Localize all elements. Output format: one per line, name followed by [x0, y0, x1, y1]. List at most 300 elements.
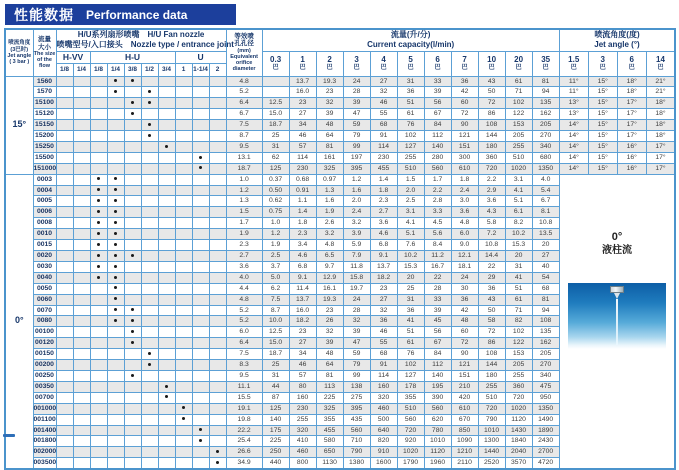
nozzle-availability-cell	[209, 185, 226, 196]
capacity-cell: 8.4	[424, 240, 451, 251]
nozzle-availability-cell	[158, 392, 175, 403]
connection-header-1/4: 1/4	[73, 63, 90, 76]
nozzle-availability-cell	[56, 207, 73, 218]
col-header-orifice: 等效喷 孔孔径 (mm) Equivalent orifice diameter	[226, 29, 262, 76]
orifice-cell: 7.5	[226, 120, 262, 131]
nozzle-availability-cell	[209, 316, 226, 327]
capacity-cell: 6.2	[262, 283, 289, 294]
nozzle-availability-cell	[124, 240, 141, 251]
nozzle-availability-cell	[56, 283, 73, 294]
capacity-cell: 510	[397, 403, 424, 414]
nozzle-availability-cell	[175, 338, 192, 349]
nozzle-availability-cell	[192, 392, 209, 403]
capacity-cell: 39	[424, 87, 451, 98]
capacity-cell: 6.1	[505, 207, 532, 218]
nozzle-availability-cell	[192, 360, 209, 371]
capacity-cell: 25	[397, 283, 424, 294]
capacity-cell: 46	[370, 98, 397, 109]
capacity-cell: 29	[478, 272, 505, 283]
nozzle-availability-cell	[124, 131, 141, 142]
capacity-cell: 1210	[451, 447, 478, 458]
nozzle-availability-cell	[124, 218, 141, 229]
flow-code-cell: 00250	[33, 370, 56, 381]
capacity-cell: 87	[262, 392, 289, 403]
capacity-cell: 24	[343, 76, 370, 87]
capacity-cell: 560	[424, 163, 451, 174]
capacity-cell: 135	[532, 98, 559, 109]
nozzle-availability-cell	[209, 425, 226, 436]
capacity-cell: 99	[343, 370, 370, 381]
capacity-cell: 8.2	[505, 218, 532, 229]
jet-angle-cell: 17°	[646, 141, 675, 152]
capacity-cell: 51	[505, 283, 532, 294]
orifice-cell: 13.1	[226, 152, 262, 163]
capacity-cell: 18.1	[451, 261, 478, 272]
capacity-cell: 14.4	[478, 251, 505, 262]
capacity-cell: 720	[397, 425, 424, 436]
capacity-cell: 3.2	[343, 218, 370, 229]
jet-angle-cell: 14°	[559, 163, 588, 174]
flow-code-cell: 00150	[33, 349, 56, 360]
capacity-cell: 32	[370, 87, 397, 98]
capacity-cell: 19.3	[316, 294, 343, 305]
nozzle-availability-cell	[209, 414, 226, 425]
availability-dot	[148, 363, 151, 366]
nozzle-availability-cell	[209, 349, 226, 360]
nozzle-availability-cell	[56, 305, 73, 316]
jet-angle-cell: 18°	[617, 76, 646, 87]
nozzle-availability-cell	[192, 131, 209, 142]
capacity-cell: 710	[343, 436, 370, 447]
nozzle-availability-cell	[209, 261, 226, 272]
capacity-cell: 1.3	[316, 185, 343, 196]
nozzle-availability-cell	[56, 174, 73, 185]
capacity-cell: 42	[451, 305, 478, 316]
capacity-cell: 160	[289, 392, 316, 403]
flow-code-cell: 00120	[33, 338, 56, 349]
nozzle-availability-cell	[56, 458, 73, 469]
capacity-cell: 122	[505, 109, 532, 120]
capacity-cell: 300	[451, 152, 478, 163]
capacity-cell: 18.2	[370, 272, 397, 283]
availability-dot	[114, 199, 117, 202]
capacity-cell: 610	[451, 163, 478, 174]
availability-dot	[131, 319, 134, 322]
nozzle-availability-cell	[192, 87, 209, 98]
nozzle-availability-cell	[90, 381, 107, 392]
pressure-header-6	[424, 51, 451, 76]
capacity-cell: 7.6	[397, 240, 424, 251]
availability-dot	[182, 406, 185, 409]
nozzle-availability-cell	[209, 120, 226, 131]
capacity-cell: 3.7	[262, 261, 289, 272]
capacity-cell: 580	[316, 436, 343, 447]
capacity-cell: 255	[478, 381, 505, 392]
jet-angle-cell: 18°	[617, 87, 646, 98]
capacity-cell: 720	[478, 403, 505, 414]
capacity-cell: 43	[478, 76, 505, 87]
nozzle-availability-cell	[124, 360, 141, 371]
nozzle-availability-cell	[209, 240, 226, 251]
nozzle-availability-cell	[56, 109, 73, 120]
nozzle-availability-cell	[192, 338, 209, 349]
capacity-cell: 72	[451, 109, 478, 120]
pressure-value: 3	[354, 54, 359, 64]
nozzle-availability-cell	[90, 174, 107, 185]
orifice-cell: 1.3	[226, 196, 262, 207]
nozzle-availability-cell	[175, 76, 192, 87]
col-header-jet-angle: 喷流角度 (3巴时) Jet angle ( 3 bar )	[5, 29, 33, 76]
capacity-cell: 13.7	[370, 261, 397, 272]
capacity-cell: 225	[316, 392, 343, 403]
pressure-unit: 巴	[570, 64, 577, 71]
nozzle-availability-cell	[141, 141, 158, 152]
capacity-cell: 1350	[532, 163, 559, 174]
nozzle-availability-cell	[158, 185, 175, 196]
capacity-cell: 91	[370, 360, 397, 371]
orifice-cell: 6.0	[226, 327, 262, 338]
capacity-cell: 4.8	[451, 218, 478, 229]
capacity-cell: 20	[532, 240, 559, 251]
capacity-cell: 16.7	[424, 261, 451, 272]
nozzle-availability-cell	[158, 76, 175, 87]
capacity-cell: 58	[478, 316, 505, 327]
stream-type-label: 液柱流	[601, 244, 632, 256]
nozzle-availability-cell	[124, 98, 141, 109]
nozzle-availability-cell	[107, 109, 124, 120]
jet-angle-cell: 14°	[559, 141, 588, 152]
pressure-value: 20	[514, 54, 524, 64]
capacity-cell: 27	[370, 294, 397, 305]
nozzle-availability-cell	[175, 305, 192, 316]
capacity-cell: 1.8	[370, 185, 397, 196]
pressure-unit: 巴	[461, 64, 468, 71]
capacity-cell: 23	[370, 283, 397, 294]
capacity-cell: 790	[478, 414, 505, 425]
orifice-cell: 8.7	[226, 131, 262, 142]
nozzle-availability-cell	[107, 163, 124, 174]
availability-dot	[114, 254, 117, 257]
capacity-cell: 48	[316, 349, 343, 360]
nozzle-availability-cell	[124, 338, 141, 349]
nozzle-availability-cell	[141, 338, 158, 349]
capacity-cell: 34	[289, 120, 316, 131]
capacity-cell: 80	[289, 381, 316, 392]
nozzle-availability-cell	[192, 185, 209, 196]
nozzle-availability-cell	[209, 174, 226, 185]
capacity-cell: 57	[289, 370, 316, 381]
nozzle-availability-cell	[175, 207, 192, 218]
capacity-cell: 3570	[505, 458, 532, 469]
nozzle-availability-cell	[158, 338, 175, 349]
capacity-cell: 3.1	[397, 207, 424, 218]
capacity-cell: 2.2	[478, 174, 505, 185]
capacity-cell: 67	[424, 338, 451, 349]
nozzle-availability-cell	[141, 218, 158, 229]
capacity-cell: 1840	[505, 436, 532, 447]
nozzle-availability-cell	[124, 403, 141, 414]
availability-dot	[148, 123, 151, 126]
nozzle-availability-cell	[107, 381, 124, 392]
nozzle-availability-cell	[73, 185, 90, 196]
capacity-cell: 114	[370, 141, 397, 152]
nozzle-availability-cell	[141, 305, 158, 316]
capacity-cell: 22	[478, 261, 505, 272]
nozzle-availability-cell	[175, 403, 192, 414]
capacity-cell: 620	[424, 414, 451, 425]
pressure-unit: 巴	[599, 64, 606, 71]
nozzle-availability-cell	[107, 76, 124, 87]
pressure-unit: 巴	[299, 64, 306, 71]
capacity-cell: 36	[451, 76, 478, 87]
orifice-cell: 8.3	[226, 360, 262, 371]
availability-dot	[182, 417, 185, 420]
flow-code-cell: 0080	[33, 316, 56, 327]
capacity-cell: 197	[343, 152, 370, 163]
jet-angle-cell: 14°	[559, 131, 588, 142]
table-row	[5, 141, 675, 152]
col-group-jet-angle: 喷流角度(度) Jet angle (°)	[559, 29, 675, 51]
pressure-unit: 巴	[353, 64, 360, 71]
nozzle-availability-cell	[73, 98, 90, 109]
nozzle-availability-cell	[192, 458, 209, 469]
nozzle-availability-cell	[73, 120, 90, 131]
nozzle-availability-cell	[107, 316, 124, 327]
nozzle-availability-cell	[158, 360, 175, 371]
capacity-cell: 68	[370, 120, 397, 131]
pressure-unit: 巴	[515, 64, 522, 71]
jet-angle-cell: 13°	[559, 98, 588, 109]
flow-code-cell: 15120	[33, 109, 56, 120]
availability-dot	[148, 101, 151, 104]
capacity-cell: 7.9	[343, 251, 370, 262]
availability-dot	[199, 156, 202, 159]
capacity-cell: 153	[505, 349, 532, 360]
nozzle-availability-cell	[209, 76, 226, 87]
jet-angle-cell: 15°	[588, 152, 617, 163]
nozzle-availability-cell	[73, 458, 90, 469]
capacity-cell: 2430	[532, 436, 559, 447]
nozzle-availability-cell	[73, 152, 90, 163]
availability-dot	[131, 374, 134, 377]
capacity-cell: 255	[397, 152, 424, 163]
flow-code-cell: 00350	[33, 381, 56, 392]
capacity-cell: 112	[424, 131, 451, 142]
capacity-cell: 395	[343, 163, 370, 174]
capacity-cell: 125	[262, 163, 289, 174]
nozzle-availability-cell	[107, 261, 124, 272]
jet-angle-cell: 15°	[588, 98, 617, 109]
nozzle-availability-cell	[124, 141, 141, 152]
capacity-cell: 36	[397, 87, 424, 98]
nozzle-availability-cell	[209, 131, 226, 142]
orifice-cell: 2.3	[226, 240, 262, 251]
capacity-cell: 91	[370, 131, 397, 142]
orifice-cell: 19.8	[226, 414, 262, 425]
capacity-cell: 27	[370, 76, 397, 87]
capacity-cell: 68	[370, 349, 397, 360]
nozzle-availability-cell	[158, 109, 175, 120]
capacity-cell: 46	[289, 360, 316, 371]
capacity-cell: 138	[343, 381, 370, 392]
nozzle-availability-cell	[124, 414, 141, 425]
capacity-cell: 113	[316, 381, 343, 392]
nozzle-availability-cell	[141, 425, 158, 436]
capacity-cell: 1430	[505, 425, 532, 436]
pressure-unit: 巴	[628, 64, 635, 71]
nozzle-availability-cell	[192, 305, 209, 316]
capacity-cell: 790	[343, 447, 370, 458]
capacity-cell: 86	[478, 109, 505, 120]
nozzle-availability-cell	[158, 425, 175, 436]
capacity-cell: 4720	[532, 458, 559, 469]
nozzle-availability-cell	[73, 349, 90, 360]
capacity-cell: 1010	[424, 436, 451, 447]
pressure-value: 1	[300, 54, 305, 64]
pressure-unit: 巴	[326, 64, 333, 71]
nozzle-availability-cell	[158, 447, 175, 458]
nozzle-availability-cell	[158, 251, 175, 262]
jet-angle-cell: 11°	[559, 76, 588, 87]
group-angle-label: 0°	[5, 174, 33, 469]
capacity-cell: 180	[478, 370, 505, 381]
capacity-cell: 0.37	[262, 174, 289, 185]
capacity-cell: 36	[451, 294, 478, 305]
nozzle-availability-cell	[90, 414, 107, 425]
nozzle-availability-cell	[141, 283, 158, 294]
capacity-cell: 10.0	[262, 316, 289, 327]
capacity-cell: 560	[424, 403, 451, 414]
flow-code-cell: 0010	[33, 229, 56, 240]
capacity-cell	[262, 87, 289, 98]
orifice-cell: 4.8	[226, 76, 262, 87]
nozzle-availability-cell	[73, 294, 90, 305]
capacity-cell: 61	[505, 76, 532, 87]
pressure-unit: 巴	[488, 64, 495, 71]
capacity-cell: 162	[532, 109, 559, 120]
jet-angle-cell: 18°	[646, 98, 675, 109]
capacity-cell: 33	[424, 294, 451, 305]
capacity-cell: 47	[343, 109, 370, 120]
availability-dot	[148, 134, 151, 137]
capacity-cell: 178	[397, 381, 424, 392]
capacity-cell: 61	[397, 109, 424, 120]
flow-code-cell: 0008	[33, 218, 56, 229]
capacity-cell: 36	[370, 316, 397, 327]
nozzle-availability-cell	[192, 327, 209, 338]
capacity-cell: 1.4	[370, 174, 397, 185]
capacity-cell: 5.4	[532, 185, 559, 196]
jet-angle-cell: 21°	[646, 87, 675, 98]
capacity-cell: 2.9	[478, 185, 505, 196]
nozzle-availability-cell	[175, 261, 192, 272]
capacity-cell: 2.0	[397, 185, 424, 196]
nozzle-availability-cell	[90, 349, 107, 360]
capacity-cell: 6.8	[370, 240, 397, 251]
availability-dot	[131, 79, 134, 82]
capacity-cell: 7.5	[262, 294, 289, 305]
capacity-cell: 8.7	[262, 305, 289, 316]
nozzle-availability-cell	[175, 360, 192, 371]
pressure-header-4	[370, 51, 397, 76]
capacity-cell: 31	[262, 370, 289, 381]
capacity-cell: 4.3	[478, 207, 505, 218]
nozzle-availability-cell	[73, 316, 90, 327]
nozzle-availability-cell	[73, 381, 90, 392]
nozzle-availability-cell	[141, 436, 158, 447]
capacity-cell: 32	[316, 98, 343, 109]
nozzle-availability-cell	[73, 218, 90, 229]
nozzle-availability-cell	[175, 152, 192, 163]
capacity-cell: 475	[532, 381, 559, 392]
capacity-cell: 39	[316, 109, 343, 120]
nozzle-availability-cell	[175, 294, 192, 305]
capacity-cell: 61	[505, 294, 532, 305]
capacity-cell: 1.7	[424, 174, 451, 185]
capacity-cell: 510	[505, 152, 532, 163]
nozzle-availability-cell	[192, 403, 209, 414]
capacity-cell: 2.2	[424, 185, 451, 196]
pressure-value: 7	[462, 54, 467, 64]
capacity-cell: 81	[316, 370, 343, 381]
capacity-cell: 210	[451, 381, 478, 392]
capacity-cell: 2040	[505, 447, 532, 458]
nozzle-availability-cell	[107, 131, 124, 142]
nozzle-availability-cell	[124, 109, 141, 120]
nozzle-availability-cell	[158, 174, 175, 185]
jet-angle-cell: 18°	[646, 109, 675, 120]
nozzle-availability-cell	[107, 196, 124, 207]
capacity-cell: 610	[451, 403, 478, 414]
capacity-cell: 360	[478, 152, 505, 163]
nozzle-availability-cell	[141, 131, 158, 142]
nozzle-availability-cell	[107, 251, 124, 262]
orifice-cell: 6.4	[226, 338, 262, 349]
capacity-cell: 161	[316, 152, 343, 163]
capacity-cell: 2110	[451, 458, 478, 469]
capacity-cell: 36	[478, 283, 505, 294]
capacity-cell: 1490	[532, 414, 559, 425]
capacity-cell: 45	[424, 316, 451, 327]
nozzle-availability-cell	[124, 207, 141, 218]
jet-angle-cell: 17°	[617, 120, 646, 131]
nozzle-availability-cell	[107, 327, 124, 338]
nozzle-availability-cell	[175, 174, 192, 185]
nozzle-availability-cell	[90, 425, 107, 436]
availability-dot	[114, 210, 117, 213]
capacity-cell: 13.7	[289, 76, 316, 87]
availability-dot	[114, 232, 117, 235]
flow-code-cell: 151000	[33, 163, 56, 174]
nozzle-availability-cell	[158, 305, 175, 316]
capacity-cell: 25	[262, 360, 289, 371]
nozzle-availability-cell	[158, 403, 175, 414]
nozzle-availability-cell	[90, 98, 107, 109]
nozzle-availability-cell	[90, 120, 107, 131]
capacity-cell: 225	[262, 436, 289, 447]
nozzle-availability-cell	[158, 141, 175, 152]
nozzle-availability-cell	[73, 370, 90, 381]
capacity-cell: 140	[424, 370, 451, 381]
capacity-cell: 50	[478, 305, 505, 316]
nozzle-availability-cell	[90, 207, 107, 218]
nozzle-availability-cell	[124, 327, 141, 338]
capacity-cell: 11.4	[289, 283, 316, 294]
nozzle-availability-cell	[158, 196, 175, 207]
capacity-cell: 3.6	[451, 207, 478, 218]
jet-angle-cell: 18°	[646, 120, 675, 131]
capacity-cell: 820	[370, 436, 397, 447]
